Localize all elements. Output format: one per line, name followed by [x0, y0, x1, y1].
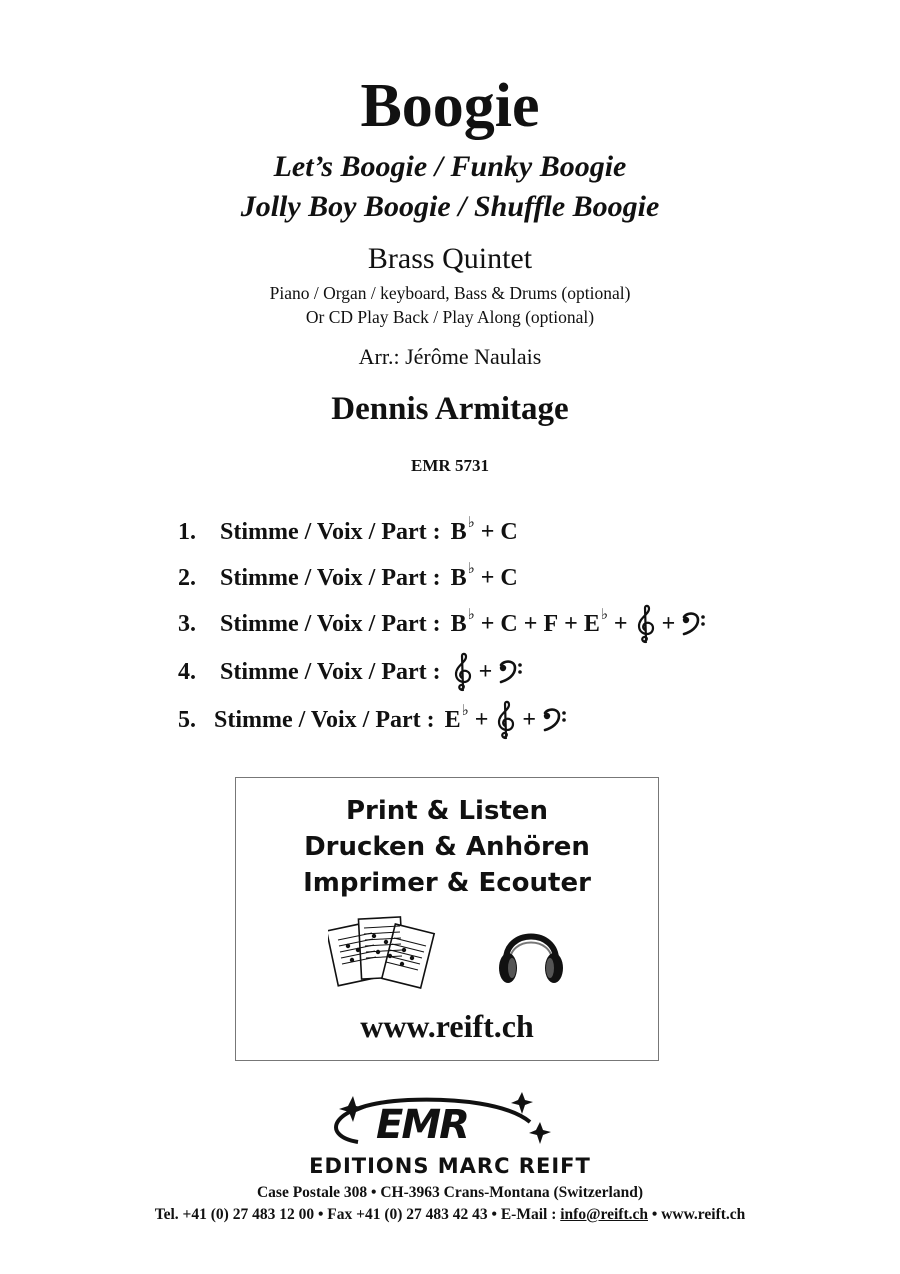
- bullet: •: [491, 1206, 497, 1223]
- title: Boogie: [360, 72, 540, 140]
- part-row-4: [178, 652, 524, 692]
- part-number: 5.: [178, 706, 196, 733]
- promo-line-1: Print & Listen: [345, 796, 549, 826]
- email-link[interactable]: info@reift.ch: [560, 1206, 648, 1223]
- plus-sign: +: [522, 706, 537, 733]
- part-label: Stimme / Voix / Part :: [220, 610, 441, 637]
- key-b: B: [450, 564, 467, 591]
- key-e: E: [583, 610, 600, 637]
- part-row-2: [178, 558, 518, 598]
- part-number: 4.: [178, 658, 196, 685]
- optional-line-1: Piano / Organ / keyboard, Bass & Drums (optional): [269, 283, 631, 303]
- part-row-1: [178, 512, 518, 552]
- bass-clef-icon: [498, 659, 524, 685]
- part-row-3: [178, 604, 707, 644]
- plus-sign: +: [564, 610, 578, 637]
- plus-sign: +: [523, 610, 538, 637]
- promo-line-3: Imprimer & Ecouter: [303, 868, 591, 898]
- instrumentation: Brass Quintet: [367, 242, 533, 275]
- plus-sign: +: [474, 706, 489, 733]
- plus-sign: +: [478, 658, 493, 685]
- plus-sign: +: [480, 564, 495, 591]
- key-b: B: [450, 518, 467, 545]
- part-keys: [450, 560, 518, 592]
- publisher-address: Case Postale 308 • CH-3963 Crans-Montana (Switzerland): [256, 1184, 643, 1201]
- part-label: Stimme / Voix / Part :: [220, 564, 441, 591]
- telephone: Tel. +41 (0) 27 483 12 00: [154, 1206, 315, 1223]
- part-keys: [451, 652, 525, 692]
- composer: Dennis Armitage: [331, 391, 569, 427]
- part-keys: [445, 700, 568, 740]
- emr-logo: [318, 1092, 558, 1155]
- bullet: •: [317, 1206, 324, 1223]
- promo-website[interactable]: www.reift.ch: [360, 1008, 534, 1044]
- flat-sign: ♭: [600, 606, 608, 623]
- bullet: •: [651, 1206, 658, 1223]
- part-label: Stimme / Voix / Part :: [214, 706, 435, 733]
- key-f: F: [543, 610, 559, 637]
- plus-sign: +: [480, 610, 495, 637]
- key-e: E: [444, 706, 461, 733]
- website-link[interactable]: www.reift.ch: [661, 1206, 746, 1223]
- treble-clef-icon: [634, 604, 656, 644]
- flat-sign: ♭: [467, 560, 475, 577]
- key-c: C: [500, 564, 518, 591]
- flat-sign: ♭: [467, 606, 475, 623]
- flat-sign: ♭: [467, 514, 475, 531]
- part-keys: [451, 604, 708, 644]
- arranger: Arr.: Jérôme Naulais: [358, 344, 542, 369]
- treble-clef-icon: [451, 652, 473, 692]
- subtitle-line-2: Jolly Boy Boogie / Shuffle Boogie: [240, 190, 660, 223]
- optional-line-2: Or CD Play Back / Play Along (optional): [305, 307, 595, 327]
- logo-text: EMR: [376, 1102, 468, 1148]
- key-b: B: [450, 610, 467, 637]
- part-number: 1.: [178, 518, 196, 545]
- email-label: E-Mail :: [500, 1206, 557, 1223]
- fax: Fax +41 (0) 27 483 42 43: [327, 1206, 488, 1223]
- treble-clef-icon: [494, 700, 516, 740]
- bass-clef-icon: [681, 611, 707, 637]
- print-listen-box: [235, 777, 659, 1061]
- key-c: C: [500, 518, 518, 545]
- part-number: 2.: [178, 564, 196, 591]
- part-label: Stimme / Voix / Part :: [220, 658, 441, 685]
- publisher-contact: [0, 1204, 900, 1226]
- promo-line-2: Drucken & Anhören: [304, 832, 590, 862]
- key-c: C: [500, 610, 518, 637]
- plus-sign: +: [480, 518, 495, 545]
- part-row-5: [178, 700, 568, 740]
- catalog-number: EMR 5731: [411, 456, 489, 475]
- bass-clef-icon: [542, 707, 568, 733]
- sheet-music-icon: [328, 912, 438, 997]
- plus-sign: +: [661, 610, 676, 637]
- part-number: 3.: [178, 610, 196, 637]
- part-label: Stimme / Voix / Part :: [220, 518, 441, 545]
- subtitle-line-1: Let’s Boogie / Funky Boogie: [273, 150, 627, 183]
- part-keys: [450, 514, 518, 546]
- headphones-icon: [494, 918, 568, 995]
- plus-sign: +: [613, 610, 628, 637]
- flat-sign: ♭: [461, 702, 469, 719]
- publisher-name: EDITIONS MARC REIFT: [309, 1154, 591, 1178]
